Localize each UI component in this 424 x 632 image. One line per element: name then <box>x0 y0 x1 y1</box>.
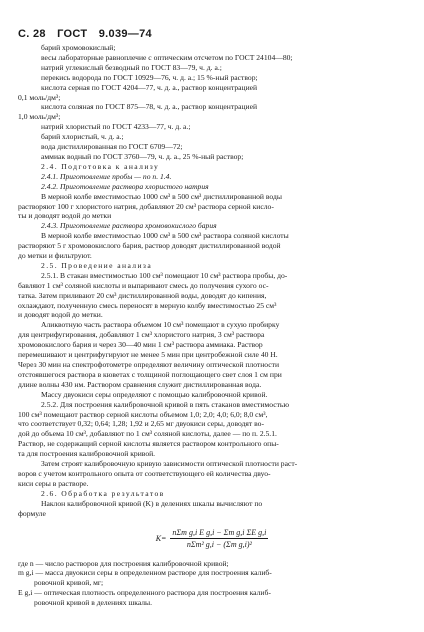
subsection-heading: 2.4.2. Приготовление раствора хлористого натрия <box>41 181 209 191</box>
text-line: растворяют 5 г хромовокислого бария, раствор доводят дистиллированной водой <box>18 241 281 251</box>
text-line: перекись водорода по ГОСТ 10929—76, ч. д. а.; 15 %-ный раствор; <box>41 72 258 82</box>
text-line: Раствор, не содержащий серной кислоты является раствором контрольного опы- <box>18 439 279 449</box>
text-line: Через 30 мин на спектрофотометре определяют величину оптической плотности <box>18 360 280 369</box>
text-line: киси серы в растворе. <box>18 478 89 488</box>
text-line: кислота серная по ГОСТ 4204—77, ч. д. а., раствор концентрацией <box>41 82 258 92</box>
text-line: ты и доводят водой до метки <box>18 211 112 221</box>
text-line: ровочной кривой, мг; <box>34 578 104 588</box>
text-line: до метки и фильтруют. <box>18 251 92 261</box>
text-line: аммиак водный по ГОСТ 3760—79, ч. д. а., 25 %-ный раствор; <box>41 151 244 161</box>
text-line: та для построения калибровочной кривой. <box>18 449 156 459</box>
slope-formula <box>18 519 406 559</box>
text-line: В мерной колбе вместимостью 1000 см³ в 500 см³ раствора соляной кислоты <box>41 231 289 241</box>
formula-lhs: K= <box>155 534 167 543</box>
text-line: перемешивают и центрифугируют не менее 5 мин при центробежной силе 40 Н. <box>18 350 278 360</box>
subsection-heading: 2.4.3. Приготовление раствора хромовокислого бария <box>41 221 217 231</box>
section-heading: 2.4. Подготовка к анализу <box>41 161 160 171</box>
text-line: Затем строят калибровочную кривую зависимости оптической плотности раст- <box>41 459 298 469</box>
text-line: кислота соляная по ГОСТ 875—78, ч. д. а., раствор концентрацией <box>41 102 258 112</box>
section-heading: 2.6. Обработка результатов <box>41 488 165 498</box>
text-line: что соответствует 0,32; 0,64; 1,28; 1,92 и 2,65 мг двуокиси серы, доводят во- <box>18 419 264 429</box>
text-line: 2.5.2. Для построения калибровочной кривой в пять стаканов вместимостью <box>41 399 290 409</box>
text-line: барий хлористый, ч. д. а.; <box>41 132 124 142</box>
formula-numerator: nΣm g,i E g,i − Σm g,i ΣE g,i <box>172 528 267 537</box>
text-line: В мерной колбе вместимостью 1000 см³ в 500 см³ дистиллированной воды <box>41 191 282 201</box>
text-line: охлаждают, полученную смесь переносят в мерную колбу вместимостью 25 см³ <box>18 300 277 310</box>
formula-denominator: nΣm² g,i − (Σm g,i)² <box>186 540 252 549</box>
text-line: Наклон калибровочной кривой (K) в делениях шкалы вычисляют по <box>41 498 263 508</box>
text-line: Массу двуокиси серы определяют с помощью калибровочной кривой. <box>41 389 268 399</box>
text-line: 1,0 моль/дм³; <box>18 112 61 122</box>
page-number: С. 28 <box>18 28 46 40</box>
subsection-heading: 2.4.1. Приготовление пробы — по п. 1.4. <box>41 171 172 181</box>
text-line: m g,i — масса двуокиси серы в определенном растворе для построения калиб- <box>18 568 272 578</box>
text-line: Аликвотную часть раствора объемом 10 см³ помещают в сухую пробирку <box>41 320 280 330</box>
text-line: длине волны 430 нм. Раствором сравнения служит дистиллированная вода. <box>18 379 262 389</box>
text-line: E g,i — оптическая плотность определенного раствора для построения калиб- <box>18 588 271 598</box>
text-line: барий хромовокислый; <box>41 43 116 52</box>
text-line: где n — число растворов для построения калибровочной кривой; <box>18 558 229 568</box>
text-line: растворяют 100 г хлористого натрия, добавляют 20 см³ раствора серной кисло- <box>18 201 274 211</box>
standard-label: ГОСТ <box>57 28 88 40</box>
text-line: натрий хлористый по ГОСТ 4233—77, ч. д. а.; <box>41 122 191 132</box>
text-line: для центрифугирования, добавляют 1 см³ хлористого натрия, 3 см³ раствора <box>18 330 265 340</box>
section-heading: 2.5. Проведение анализа <box>41 260 153 270</box>
text-line: натрий углекислый безводный по ГОСТ 83—79, ч. д. а.; <box>41 62 222 72</box>
text-line: татка. Затем приливают 20 см³ дистиллированной воды, доводят до кипения, <box>18 290 267 300</box>
standard-number: 9.039—74 <box>98 28 152 40</box>
text-line: ровочной кривой в делениях шкалы. <box>34 598 153 608</box>
text-line: бавляют 1 см³ соляной кислоты и выпаривают смесь до получения сухого ос- <box>18 280 269 290</box>
page-header <box>18 28 406 40</box>
text-line: 100 см³ помещают раствор серной кислоты объемом 1,0; 2,0; 4,0; 6,0; 8,0 см³, <box>18 409 268 419</box>
formula-fraction <box>170 528 268 549</box>
text-line: 0,1 моль/дм³; <box>18 92 61 102</box>
text-line: и доводят водой до метки. <box>18 310 103 320</box>
text-line: вода дистиллированная по ГОСТ 6709—72; <box>41 142 183 152</box>
text-line: хромовокислого бария и через 30—40 мин 1 см³ раствора аммиака. Раствор <box>18 340 263 350</box>
text-line: 2.5.1. В стакан вместимостью 100 см³ помещают 10 см³ раствора пробы, до- <box>41 270 288 280</box>
text-line: дой до объема 10 см³, добавляют по 1 см³ соляной кислоты, далее — по п. 2.5.1. <box>18 429 277 439</box>
text-line: формуле <box>18 508 46 518</box>
text-line: весы лабораторные равноплечие с оптическим отсчетом по ГОСТ 24104—80; <box>41 52 293 62</box>
text-line: отстоявшегося раствора в кюветах с толщиной поглощающего свет слоя 1 см при <box>18 369 282 379</box>
text-line: воров с учетом контрольного опыта от соответствующего ей количества двуо- <box>18 468 271 478</box>
